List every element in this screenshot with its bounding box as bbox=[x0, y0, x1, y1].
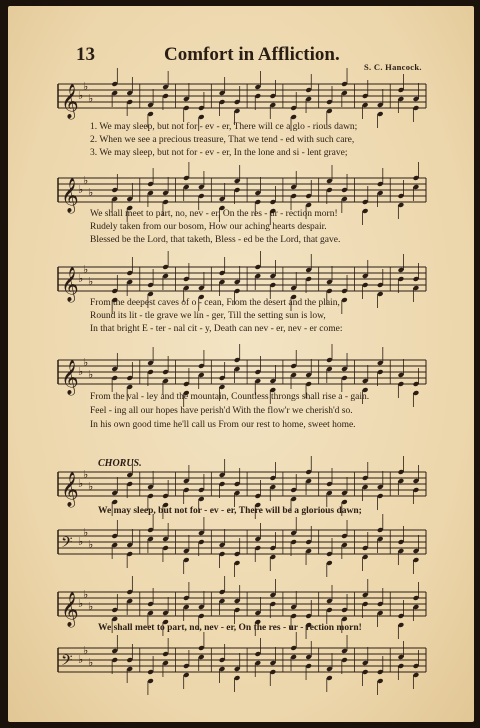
treble-clef-icon: 𝄞 bbox=[61, 360, 79, 395]
hymn-number: 13 bbox=[76, 44, 95, 65]
flat-icon: ♭ bbox=[88, 539, 94, 551]
music-staff-chorus-bass-1 bbox=[58, 524, 438, 562]
flat-icon: ♭ bbox=[83, 81, 89, 93]
flat-icon: ♭ bbox=[83, 589, 89, 601]
flat-icon: ♭ bbox=[78, 90, 84, 102]
flat-icon: ♭ bbox=[88, 187, 94, 199]
lyric-line: Rudely taken from our bosom, How our aching hearts despair. bbox=[90, 222, 327, 232]
flat-icon: ♭ bbox=[78, 478, 84, 490]
lyric-line: 2. When we see a precious treasure, That we tend - ed with such care, bbox=[90, 135, 355, 145]
lyric-line: Blessed be the Lord, that taketh, Bless - ed be the Lord, that gave. bbox=[90, 235, 341, 245]
flat-icon: ♭ bbox=[88, 657, 94, 669]
hymn-author: S. C. Hancock. bbox=[364, 62, 422, 72]
lyric-line: From the deepest caves of o - cean, From the desert and the plain, bbox=[90, 298, 340, 308]
treble-clef-icon: 𝄞 bbox=[61, 178, 79, 213]
flat-icon: ♭ bbox=[78, 184, 84, 196]
flat-icon: ♭ bbox=[83, 527, 89, 539]
bass-clef-icon: 𝄢 bbox=[61, 652, 73, 673]
flat-icon: ♭ bbox=[88, 369, 94, 381]
treble-clef-icon: 𝄞 bbox=[61, 472, 79, 507]
treble-clef-icon: 𝄞 bbox=[61, 84, 79, 119]
lyric-line: 3. We may sleep, but not for - ev - er, In the lone and si - lent grave; bbox=[90, 148, 348, 158]
flat-icon: ♭ bbox=[78, 598, 84, 610]
lyric-line: In his own good time he'll call us From our rest to home, sweet home. bbox=[90, 420, 356, 430]
flat-icon: ♭ bbox=[78, 654, 84, 666]
flat-icon: ♭ bbox=[83, 264, 89, 276]
chorus-label: CHORUS. bbox=[98, 458, 142, 469]
hymn-title: Comfort in Affliction. bbox=[164, 44, 340, 65]
chorus-lyric-line: We may sleep, but not for - ev - er, There will be a glorious dawn; bbox=[98, 506, 362, 516]
flat-icon: ♭ bbox=[88, 481, 94, 493]
flat-icon: ♭ bbox=[83, 357, 89, 369]
flat-icon: ♭ bbox=[78, 366, 84, 378]
flat-icon: ♭ bbox=[88, 93, 94, 105]
chorus-lyric-line: We shall meet to part, no, nev - er, On the res - ur - rection morn! bbox=[98, 623, 362, 633]
lyric-line: We shall meet to part, no, nev - er, On the res - ur - rection morn! bbox=[90, 209, 338, 219]
music-staff-chorus-bass-2 bbox=[58, 642, 438, 680]
music-staff-chorus-treble-1 bbox=[58, 466, 438, 507]
treble-clef-icon: 𝄞 bbox=[61, 592, 79, 627]
flat-icon: ♭ bbox=[78, 536, 84, 548]
music-staff-1 bbox=[58, 78, 438, 119]
flat-icon: ♭ bbox=[78, 273, 84, 285]
hymn-page bbox=[8, 6, 474, 722]
lyric-line: Feel - ing all our hopes have perish'd With the flow'r we cherish'd so. bbox=[90, 406, 353, 416]
lyric-line: In that bright E - ter - nal cit - y, Death can nev - er, nev - er come: bbox=[90, 324, 343, 334]
flat-icon: ♭ bbox=[83, 469, 89, 481]
flat-icon: ♭ bbox=[83, 645, 89, 657]
music-staff-4 bbox=[58, 354, 438, 395]
lyric-line: Round its lit - tle grave we lin - ger, Till the setting sun is low, bbox=[90, 311, 326, 321]
flat-icon: ♭ bbox=[83, 175, 89, 187]
flat-icon: ♭ bbox=[88, 601, 94, 613]
bass-clef-icon: 𝄢 bbox=[61, 534, 73, 555]
music-staff-chorus-treble-2 bbox=[58, 586, 438, 627]
music-staff-2 bbox=[58, 172, 438, 213]
flat-icon: ♭ bbox=[88, 276, 94, 288]
lyric-line: From the val - ley and the mountain, Countless throngs shall rise a - gain. bbox=[90, 392, 370, 402]
music-staff-3 bbox=[58, 261, 438, 302]
lyric-line: 1. We may sleep, but not for - ev - er, There will ce a glo - rious dawn; bbox=[90, 122, 358, 132]
treble-clef-icon: 𝄞 bbox=[61, 267, 79, 302]
